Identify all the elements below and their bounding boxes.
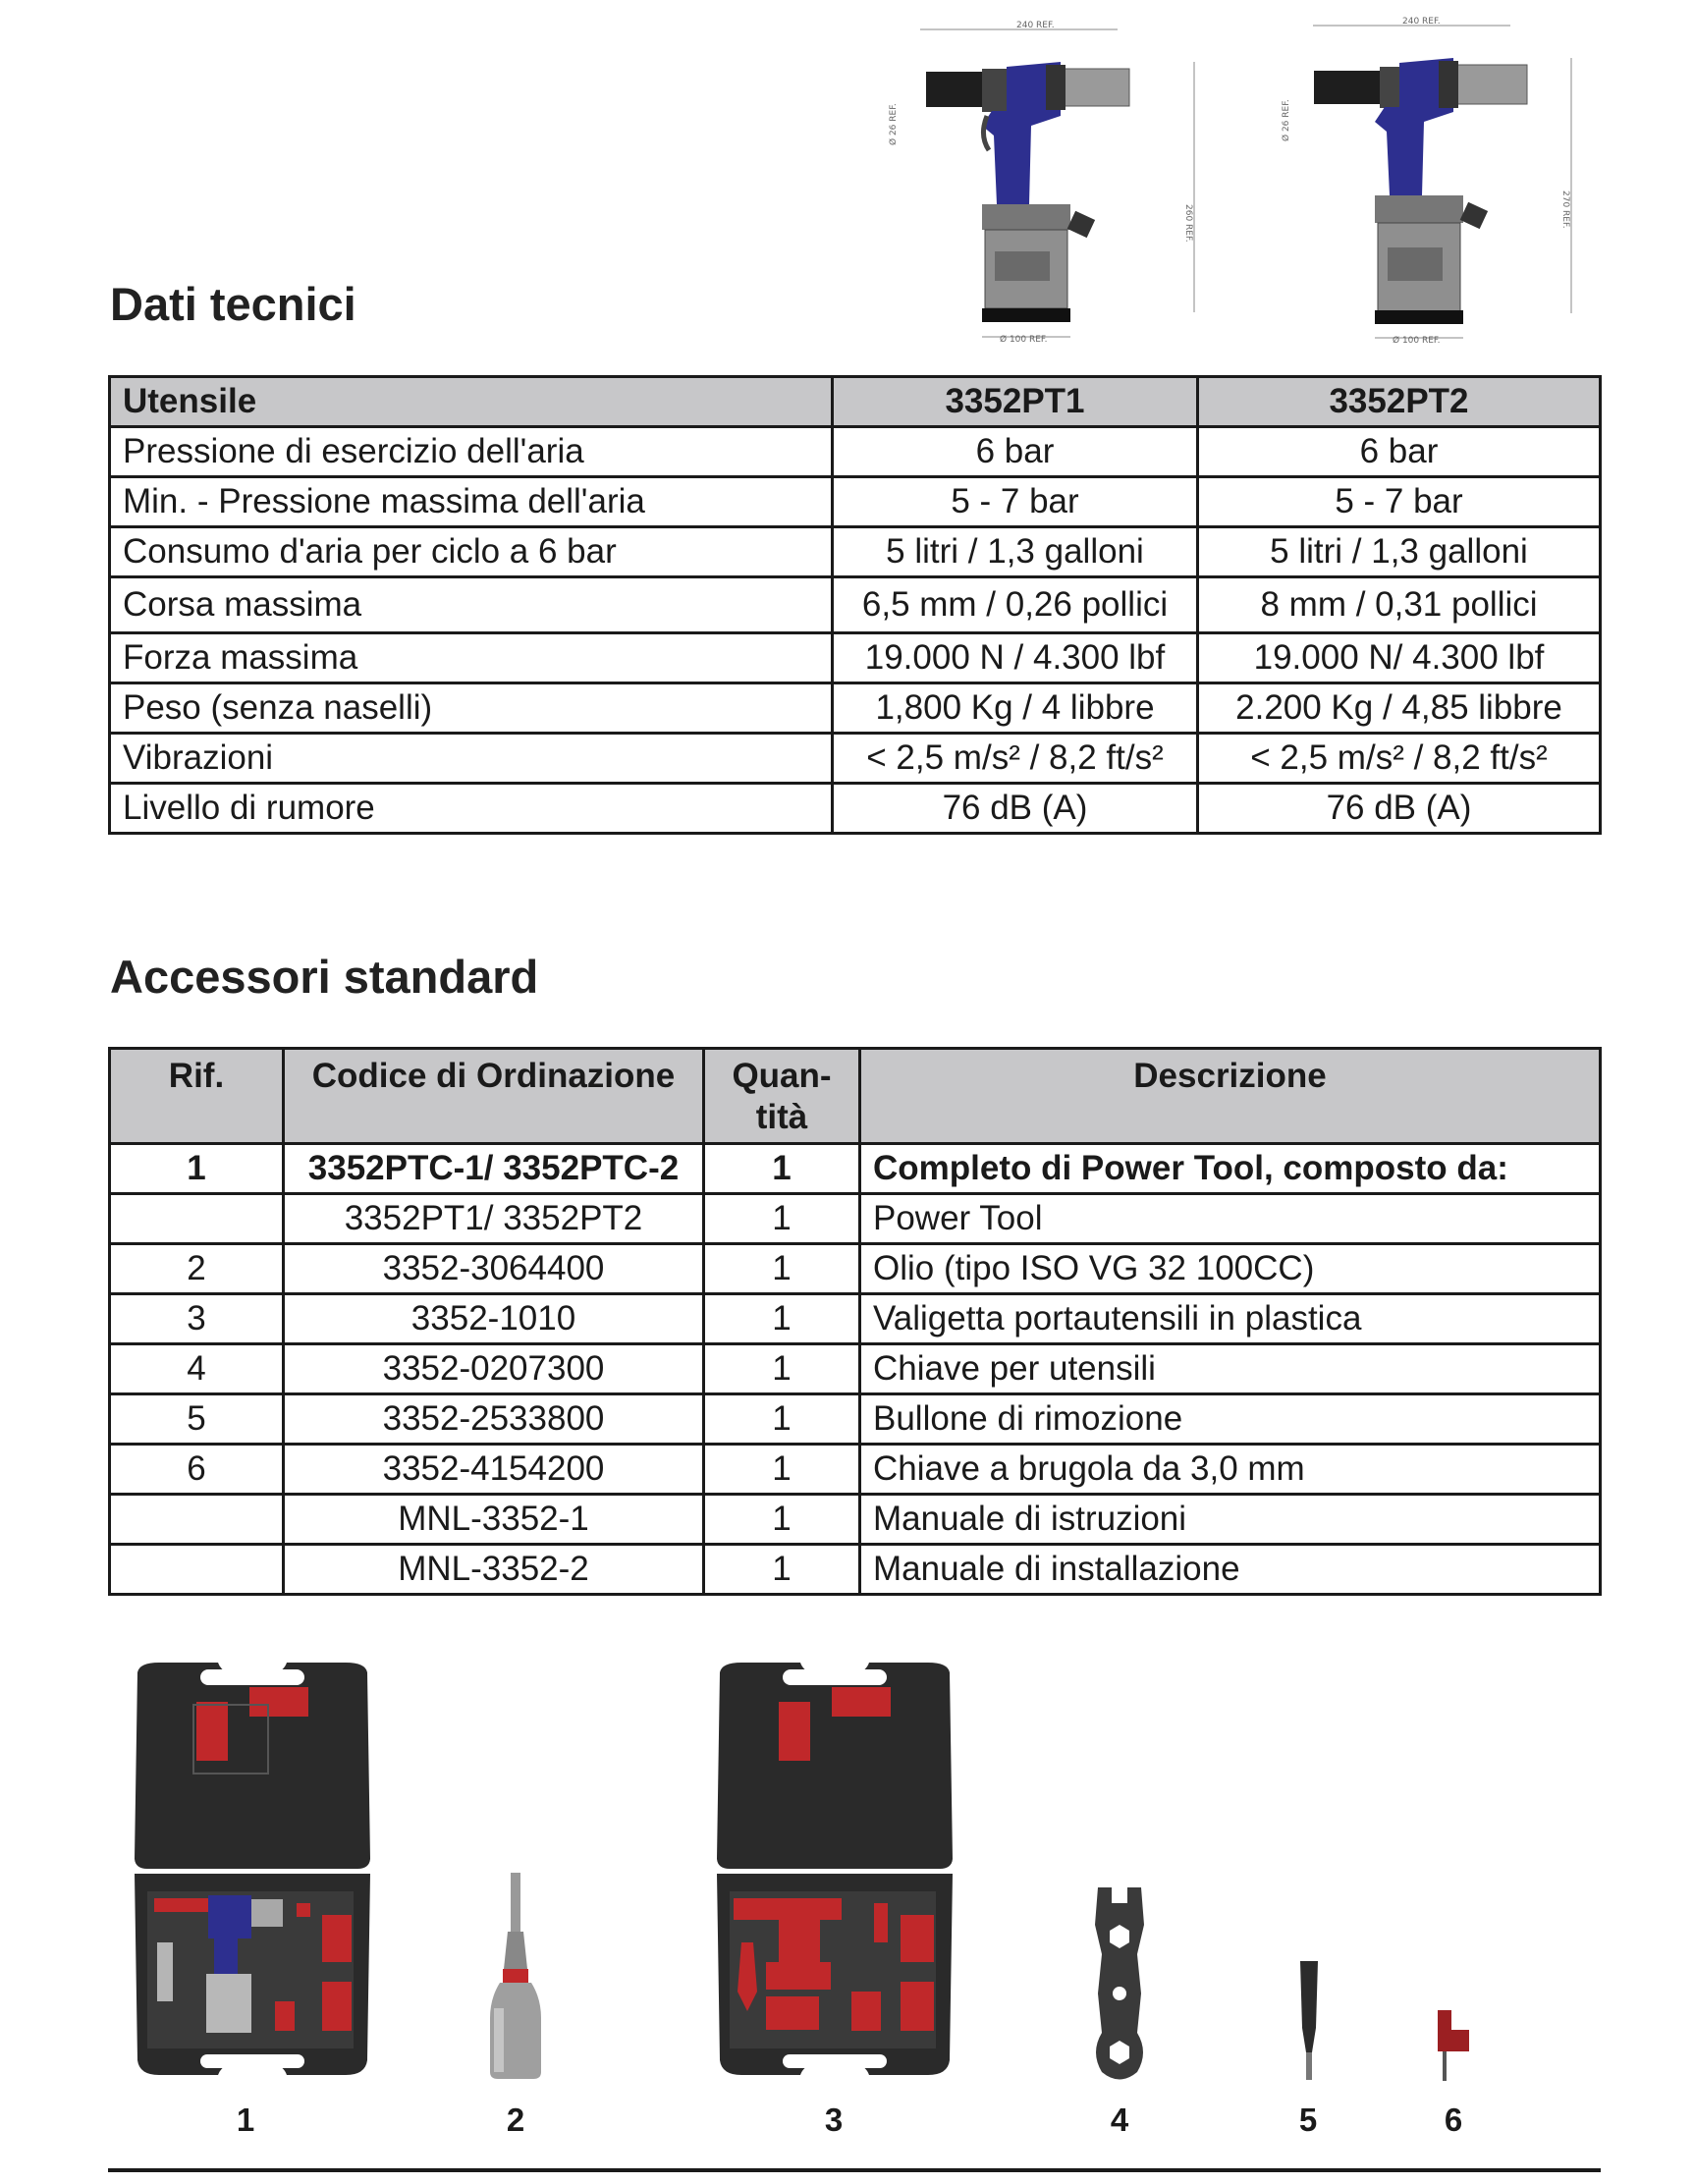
figure-label-1: 1 bbox=[236, 2102, 255, 2138]
col-header-descrizione: Descrizione bbox=[860, 1049, 1601, 1144]
qty-cell: 1 bbox=[704, 1445, 860, 1495]
spec-label: Livello di rumore bbox=[110, 784, 833, 834]
tool-drawing-3352PT1 bbox=[884, 18, 1208, 352]
spec-value-pt1: 6,5 mm / 0,26 pollici bbox=[833, 577, 1198, 633]
col-header-codice: Codice di Ordinazione bbox=[284, 1049, 704, 1144]
spec-value-pt2: 5 litri / 1,3 galloni bbox=[1198, 527, 1601, 577]
table-row bbox=[110, 1144, 1601, 1194]
dim-base: Ø 100 REF. bbox=[1393, 336, 1441, 346]
tool-wrench-image bbox=[1090, 1885, 1149, 2082]
codice-cell: MNL-3352-2 bbox=[284, 1545, 704, 1595]
table-row bbox=[110, 1344, 1601, 1394]
qty-line-2: tità bbox=[755, 1098, 808, 1136]
dim-top: 240 REF. bbox=[1016, 21, 1055, 30]
col-header-3352PT2: 3352PT2 bbox=[1198, 377, 1601, 427]
qty-cell: 1 bbox=[704, 1394, 860, 1445]
figure-label-6: 6 bbox=[1444, 2102, 1463, 2138]
qty-cell: 1 bbox=[704, 1194, 860, 1244]
desc-cell: Bullone di rimozione bbox=[860, 1394, 1601, 1445]
qty-line-1: Quan- bbox=[732, 1057, 832, 1095]
codice-cell: 3352-1010 bbox=[284, 1294, 704, 1344]
rif-cell: 2 bbox=[110, 1244, 284, 1294]
dim-height: 270 REF. bbox=[1560, 191, 1570, 229]
codice-cell: 3352-3064400 bbox=[284, 1244, 704, 1294]
spec-value-pt2: 8 mm / 0,31 pollici bbox=[1198, 577, 1601, 633]
removal-bolt-image bbox=[1294, 1959, 1324, 2082]
table-header-row bbox=[110, 1049, 1601, 1144]
codice-cell: 3352PT1/ 3352PT2 bbox=[284, 1194, 704, 1244]
spec-value-pt1: 1,800 Kg / 4 libbre bbox=[833, 683, 1198, 734]
spec-label: Consumo d'aria per ciclo a 6 bar bbox=[110, 527, 833, 577]
spec-label: Peso (senza naselli) bbox=[110, 683, 833, 734]
rif-cell bbox=[110, 1194, 284, 1244]
table-row bbox=[110, 1244, 1601, 1294]
dim-base: Ø 100 REF. bbox=[1000, 335, 1048, 345]
rif-cell: 1 bbox=[110, 1144, 284, 1194]
codice-cell: 3352PTC-1/ 3352PTC-2 bbox=[284, 1144, 704, 1194]
qty-cell: 1 bbox=[704, 1244, 860, 1294]
hex-key-image bbox=[1434, 2008, 1473, 2082]
table-row bbox=[110, 477, 1601, 527]
section-title-tech: Dati tecnici bbox=[110, 278, 356, 330]
spec-label: Vibrazioni bbox=[110, 734, 833, 784]
table-row bbox=[110, 784, 1601, 834]
spec-value-pt1: < 2,5 m/s² / 8,2 ft/s² bbox=[833, 734, 1198, 784]
spec-value-pt2: < 2,5 m/s² / 8,2 ft/s² bbox=[1198, 734, 1601, 784]
rif-cell: 6 bbox=[110, 1445, 284, 1495]
rif-cell: 5 bbox=[110, 1394, 284, 1445]
table-row bbox=[110, 1194, 1601, 1244]
spec-value-pt2: 2.200 Kg / 4,85 libbre bbox=[1198, 683, 1601, 734]
col-header-quantita bbox=[704, 1049, 860, 1144]
qty-cell: 1 bbox=[704, 1495, 860, 1545]
table-row bbox=[110, 1445, 1601, 1495]
bottom-divider bbox=[108, 2168, 1601, 2172]
table-row bbox=[110, 1495, 1601, 1545]
spec-value-pt2: 5 - 7 bar bbox=[1198, 477, 1601, 527]
rif-cell bbox=[110, 1495, 284, 1545]
table-row bbox=[110, 577, 1601, 633]
tool-drawing-3352PT2 bbox=[1277, 14, 1601, 353]
dim-top: 240 REF. bbox=[1402, 17, 1441, 27]
empty-case-image bbox=[712, 1658, 957, 2080]
spec-value-pt1: 76 dB (A) bbox=[833, 784, 1198, 834]
col-header-utensile: Utensile bbox=[110, 377, 833, 427]
spec-value-pt2: 19.000 N/ 4.300 lbf bbox=[1198, 633, 1601, 683]
spec-label: Min. - Pressione massima dell'aria bbox=[110, 477, 833, 527]
desc-cell: Completo di Power Tool, composto da: bbox=[860, 1144, 1601, 1194]
tech-table bbox=[108, 375, 1602, 835]
section-title-accessories: Accessori standard bbox=[110, 951, 539, 1003]
spec-label: Corsa massima bbox=[110, 577, 833, 633]
qty-cell: 1 bbox=[704, 1294, 860, 1344]
spec-label: Pressione di esercizio dell'aria bbox=[110, 427, 833, 477]
spec-label: Forza massima bbox=[110, 633, 833, 683]
desc-cell: Chiave per utensili bbox=[860, 1344, 1601, 1394]
table-row bbox=[110, 1545, 1601, 1595]
desc-cell: Manuale di installazione bbox=[860, 1545, 1601, 1595]
codice-cell: MNL-3352-1 bbox=[284, 1495, 704, 1545]
qty-cell: 1 bbox=[704, 1545, 860, 1595]
col-header-rif: Rif. bbox=[110, 1049, 284, 1144]
codice-cell: 3352-4154200 bbox=[284, 1445, 704, 1495]
figure-label-4: 4 bbox=[1110, 2102, 1129, 2138]
accessories-table bbox=[108, 1047, 1602, 1596]
col-header-3352PT1: 3352PT1 bbox=[833, 377, 1198, 427]
figure-label-5: 5 bbox=[1298, 2102, 1318, 2138]
table-row bbox=[110, 633, 1601, 683]
dim-side: Ø 26 REF. bbox=[1282, 99, 1291, 141]
table-row bbox=[110, 427, 1601, 477]
spec-value-pt1: 6 bar bbox=[833, 427, 1198, 477]
kit-case-image bbox=[130, 1658, 375, 2080]
desc-cell: Power Tool bbox=[860, 1194, 1601, 1244]
codice-cell: 3352-0207300 bbox=[284, 1344, 704, 1394]
figure-label-2: 2 bbox=[506, 2102, 525, 2138]
qty-cell: 1 bbox=[704, 1144, 860, 1194]
rif-cell bbox=[110, 1545, 284, 1595]
rif-cell: 3 bbox=[110, 1294, 284, 1344]
oil-bottle-image bbox=[486, 1871, 545, 2082]
table-row bbox=[110, 734, 1601, 784]
rif-cell: 4 bbox=[110, 1344, 284, 1394]
spec-value-pt2: 6 bar bbox=[1198, 427, 1601, 477]
table-row bbox=[110, 683, 1601, 734]
codice-cell: 3352-2533800 bbox=[284, 1394, 704, 1445]
dim-height: 260 REF. bbox=[1183, 204, 1193, 243]
desc-cell: Olio (tipo ISO VG 32 100CC) bbox=[860, 1244, 1601, 1294]
table-row bbox=[110, 1394, 1601, 1445]
table-header-row bbox=[110, 377, 1601, 427]
desc-cell: Chiave a brugola da 3,0 mm bbox=[860, 1445, 1601, 1495]
table-row bbox=[110, 1294, 1601, 1344]
spec-value-pt1: 19.000 N / 4.300 lbf bbox=[833, 633, 1198, 683]
figure-label-3: 3 bbox=[824, 2102, 844, 2138]
spec-value-pt2: 76 dB (A) bbox=[1198, 784, 1601, 834]
desc-cell: Valigetta portautensili in plastica bbox=[860, 1294, 1601, 1344]
qty-cell: 1 bbox=[704, 1344, 860, 1394]
dim-side: Ø 26 REF. bbox=[889, 103, 899, 145]
table-row bbox=[110, 527, 1601, 577]
desc-cell: Manuale di istruzioni bbox=[860, 1495, 1601, 1545]
spec-value-pt1: 5 - 7 bar bbox=[833, 477, 1198, 527]
spec-value-pt1: 5 litri / 1,3 galloni bbox=[833, 527, 1198, 577]
